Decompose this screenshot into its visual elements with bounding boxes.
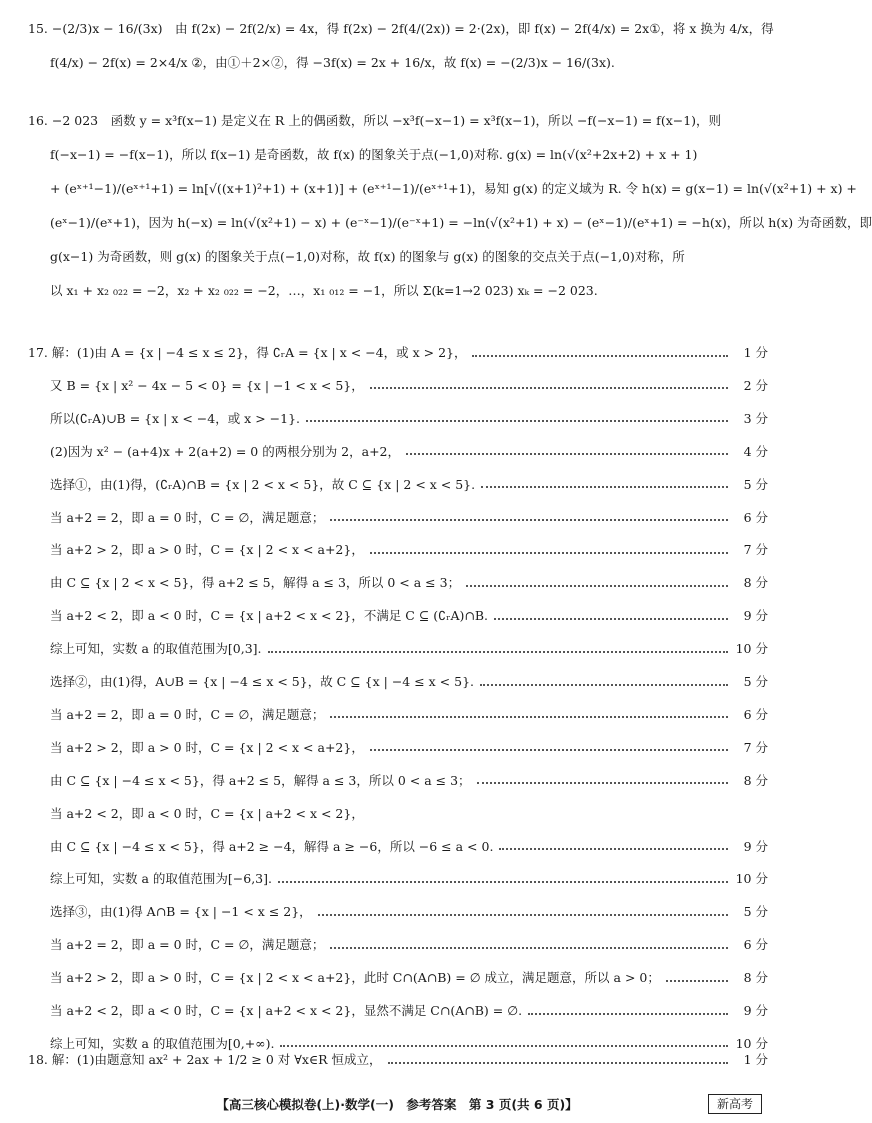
scoring-step-row [50, 505, 768, 529]
dot-leader [388, 1061, 728, 1064]
scoring-step-text: 当 a+2 > 2，即 a > 0 时，C = {x | 2 < x < a+2}， [50, 542, 364, 558]
score-points: 6 分 [743, 509, 768, 525]
dot-leader [466, 584, 728, 587]
scoring-step-text: 综上可知，实数 a 的取值范围为[0,3]. [50, 641, 262, 657]
dot-leader [370, 386, 728, 389]
score-points: 5 分 [743, 904, 768, 920]
dot-leader [472, 354, 728, 357]
scoring-step-text: 当 a+2 = 2，即 a = 0 时，C = ∅，满足题意； [50, 509, 325, 525]
scoring-step-row [50, 866, 768, 890]
answer-line: 15. −(2/3)x − 16/(3x) 由 f(2x) − 2f(2/x) = 4x，得 f(2x) − 2f(4/(2x)) = 2·(2x)，即 f(x) − 2f(4/x) = 2x①，将 x 换为 4/x，得 [28, 21, 774, 36]
dot-leader [666, 979, 728, 982]
score-points: 7 分 [743, 739, 768, 755]
dot-leader [370, 551, 728, 554]
scoring-step-row [50, 768, 768, 792]
answer-line: (eˣ−1)/(eˣ+1)，因为 h(−x) = ln(√(x²+1) − x) + (e⁻ˣ−1)/(e⁻ˣ+1) = −ln(√(x²+1) + x) − (eˣ−1)/(eˣ+1) = −h(x)，所以 h(x) 为奇函数，即 [50, 215, 872, 230]
scoring-step-row [50, 472, 768, 496]
answer-line: f(−x−1) = −f(x−1)，所以 f(x−1) 是奇函数，故 f(x) 的图象关于点(−1,0)对称. g(x) = ln(√(x²+2x+2) + x + 1) [50, 147, 698, 162]
scoring-step-row [50, 735, 768, 759]
answer-16 [28, 104, 872, 308]
score-points: 1 分 [743, 345, 768, 360]
dot-leader [306, 419, 728, 422]
dot-leader [268, 650, 728, 653]
scoring-step-text: 17. 解：(1)由 A = {x | −4 ≤ x ≤ 2}，得 ∁ᵣA = {x | x < −4，或 x > 2}， [28, 345, 467, 360]
score-points: 4 分 [743, 443, 768, 459]
dot-leader [494, 617, 728, 620]
score-points: 6 分 [743, 937, 768, 953]
scoring-step-text: 选择③，由(1)得 A∩B = {x | −1 < x ≤ 2}， [50, 904, 312, 920]
scoring-step-row [50, 899, 768, 923]
score-points: 5 分 [743, 674, 768, 689]
scoring-step-text: 选择①，由(1)得，(∁ᵣA)∩B = {x | 2 < x < 5}，故 C ⊆ {x | 2 < x < 5}. [50, 476, 476, 492]
scoring-step-text: 当 a+2 = 2，即 a = 0 时，C = ∅，满足题意； [50, 937, 325, 953]
scoring-step-text: 当 a+2 < 2，即 a < 0 时，C = {x | a+2 < x < 2}，显然不满足 C∩(A∩B) = ∅. [50, 1003, 523, 1018]
answer-line: + (eˣ⁺¹−1)/(eˣ⁺¹+1) = ln[√((x+1)²+1) + (x+1)] + (eˣ⁺¹−1)/(eˣ⁺¹+1)，易知 g(x) 的定义域为 R. 令 h(x) = g(x−1) = ln(√(x²+1) + x) + [50, 181, 857, 196]
scoring-step-row [50, 801, 768, 825]
scoring-step-row [50, 603, 768, 627]
scoring-step-text: 由 C ⊆ {x | 2 < x < 5}，得 a+2 ≤ 5，解得 a ≤ 3，所以 0 < a ≤ 3； [50, 575, 461, 591]
edition-badge: 新高考 [708, 1094, 762, 1114]
answer-line: g(x−1) 为奇函数，则 g(x) 的图象关于点(−1,0)对称，故 f(x) 的图象与 g(x) 的图象的交点关于点(−1,0)对称，所 [50, 249, 685, 264]
dot-leader [370, 748, 728, 751]
dot-leader [477, 781, 728, 784]
score-points: 5 分 [743, 476, 768, 492]
scoring-step-text: 由 C ⊆ {x | −4 ≤ x < 5}，得 a+2 ≤ 5，解得 a ≤ 3，所以 0 < a ≤ 3； [50, 772, 471, 788]
score-points: 1 分 [743, 1052, 768, 1067]
scoring-step-text: 当 a+2 < 2，即 a < 0 时，C = {x | a+2 < x < 2}， [50, 805, 364, 821]
scoring-step-row [50, 669, 768, 693]
answer-line: 以 x₁ + x₂ ₀₂₂ = −2，x₂ + x₂ ₀₂₂ = −2，…，x₁ ₀₁₂ = −1，所以 Σ(k=1→2 023) xₖ = −2 023. [50, 283, 598, 298]
scoring-step-row [28, 1047, 768, 1071]
answer-15 [28, 12, 774, 80]
answer-line: 16. −2 023 函数 y = x³f(x−1) 是定义在 R 上的偶函数，所以 −x³f(−x−1) = x³f(x−1)，所以 −f(−x−1) = f(x−1)，则 [28, 113, 722, 128]
score-points: 9 分 [743, 838, 768, 854]
dot-leader [330, 946, 728, 949]
score-points: 3 分 [743, 410, 768, 426]
scoring-step-text: 又 B = {x | x² − 4x − 5 < 0} = {x | −1 < x < 5}， [50, 377, 364, 393]
dot-leader [406, 452, 728, 455]
score-points: 8 分 [743, 575, 768, 591]
scoring-step-row [50, 406, 768, 430]
scoring-step-row [50, 998, 768, 1022]
scoring-step-text: 选择②，由(1)得，A∪B = {x | −4 ≤ x < 5}，故 C ⊆ {x | −4 ≤ x < 5}. [50, 674, 475, 689]
dot-leader [330, 715, 728, 718]
dot-leader [499, 847, 728, 850]
scoring-step-text: 当 a+2 > 2，即 a > 0 时，C = {x | 2 < x < a+2}，此时 C∩(A∩B) = ∅ 成立，满足题意，所以 a > 0； [50, 970, 660, 986]
scoring-step-text: 当 a+2 > 2，即 a > 0 时，C = {x | 2 < x < a+2}， [50, 739, 364, 755]
score-points: 8 分 [743, 970, 768, 986]
scoring-step-row [50, 965, 768, 989]
score-points: 7 分 [743, 542, 768, 558]
score-points: 9 分 [743, 1003, 768, 1018]
scoring-step-row [50, 537, 768, 561]
scoring-step-text: (2)因为 x² − (a+4)x + 2(a+2) = 0 的两根分别为 2，a+2， [50, 443, 401, 459]
scoring-step-text: 18. 解：(1)由题意知 ax² + 2ax + 1/2 ≥ 0 对 ∀x∈R 恒成立， [28, 1052, 382, 1067]
scoring-step-text: 综上可知，实数 a 的取值范围为[−6,3]. [50, 871, 272, 887]
score-points: 8 分 [743, 772, 768, 788]
scoring-step-text: 综上可知，实数 a 的取值范围为[0,+∞). [50, 1035, 275, 1051]
scoring-step-text: 当 a+2 < 2，即 a < 0 时，C = {x | a+2 < x < 2}，不满足 C ⊆ (∁ᵣA)∩B. [50, 608, 488, 624]
scoring-step-row [50, 439, 768, 463]
score-points: 9 分 [743, 608, 768, 624]
scoring-step-row [28, 340, 768, 364]
answer-line: f(4/x) − 2f(x) = 2×4/x ②，由①＋2×②，得 −3f(x) = 2x + 16/x，故 f(x) = −(2/3)x − 16/(3x). [50, 55, 615, 70]
dot-leader [318, 913, 728, 916]
page-footer: 【高三核心模拟卷(上)·数学(一) 参考答案 第 3 页(共 6 页)】 [216, 1097, 578, 1112]
scoring-step-row [50, 636, 768, 660]
scoring-step-row [50, 702, 768, 726]
score-points: 10 分 [735, 871, 768, 887]
scoring-step-row [50, 373, 768, 397]
scoring-step-row [50, 834, 768, 858]
score-points: 6 分 [743, 706, 768, 722]
score-points: 10 分 [735, 1035, 768, 1051]
scoring-step-text: 由 C ⊆ {x | −4 ≤ x < 5}，得 a+2 ≥ −4，解得 a ≥ −6，所以 −6 ≤ a < 0. [50, 838, 494, 854]
dot-leader [278, 880, 728, 883]
dot-leader [330, 518, 728, 521]
dot-leader [528, 1012, 728, 1015]
score-points: 10 分 [735, 641, 768, 657]
dot-leader [480, 683, 728, 686]
scoring-step-text: 所以(∁ᵣA)∪B = {x | x < −4，或 x > −1}. [50, 410, 301, 426]
dot-leader [481, 485, 728, 488]
scoring-step-row [50, 570, 768, 594]
scoring-step-row [50, 932, 768, 956]
score-points: 2 分 [743, 377, 768, 393]
scoring-step-text: 当 a+2 = 2，即 a = 0 时，C = ∅，满足题意； [50, 706, 325, 722]
